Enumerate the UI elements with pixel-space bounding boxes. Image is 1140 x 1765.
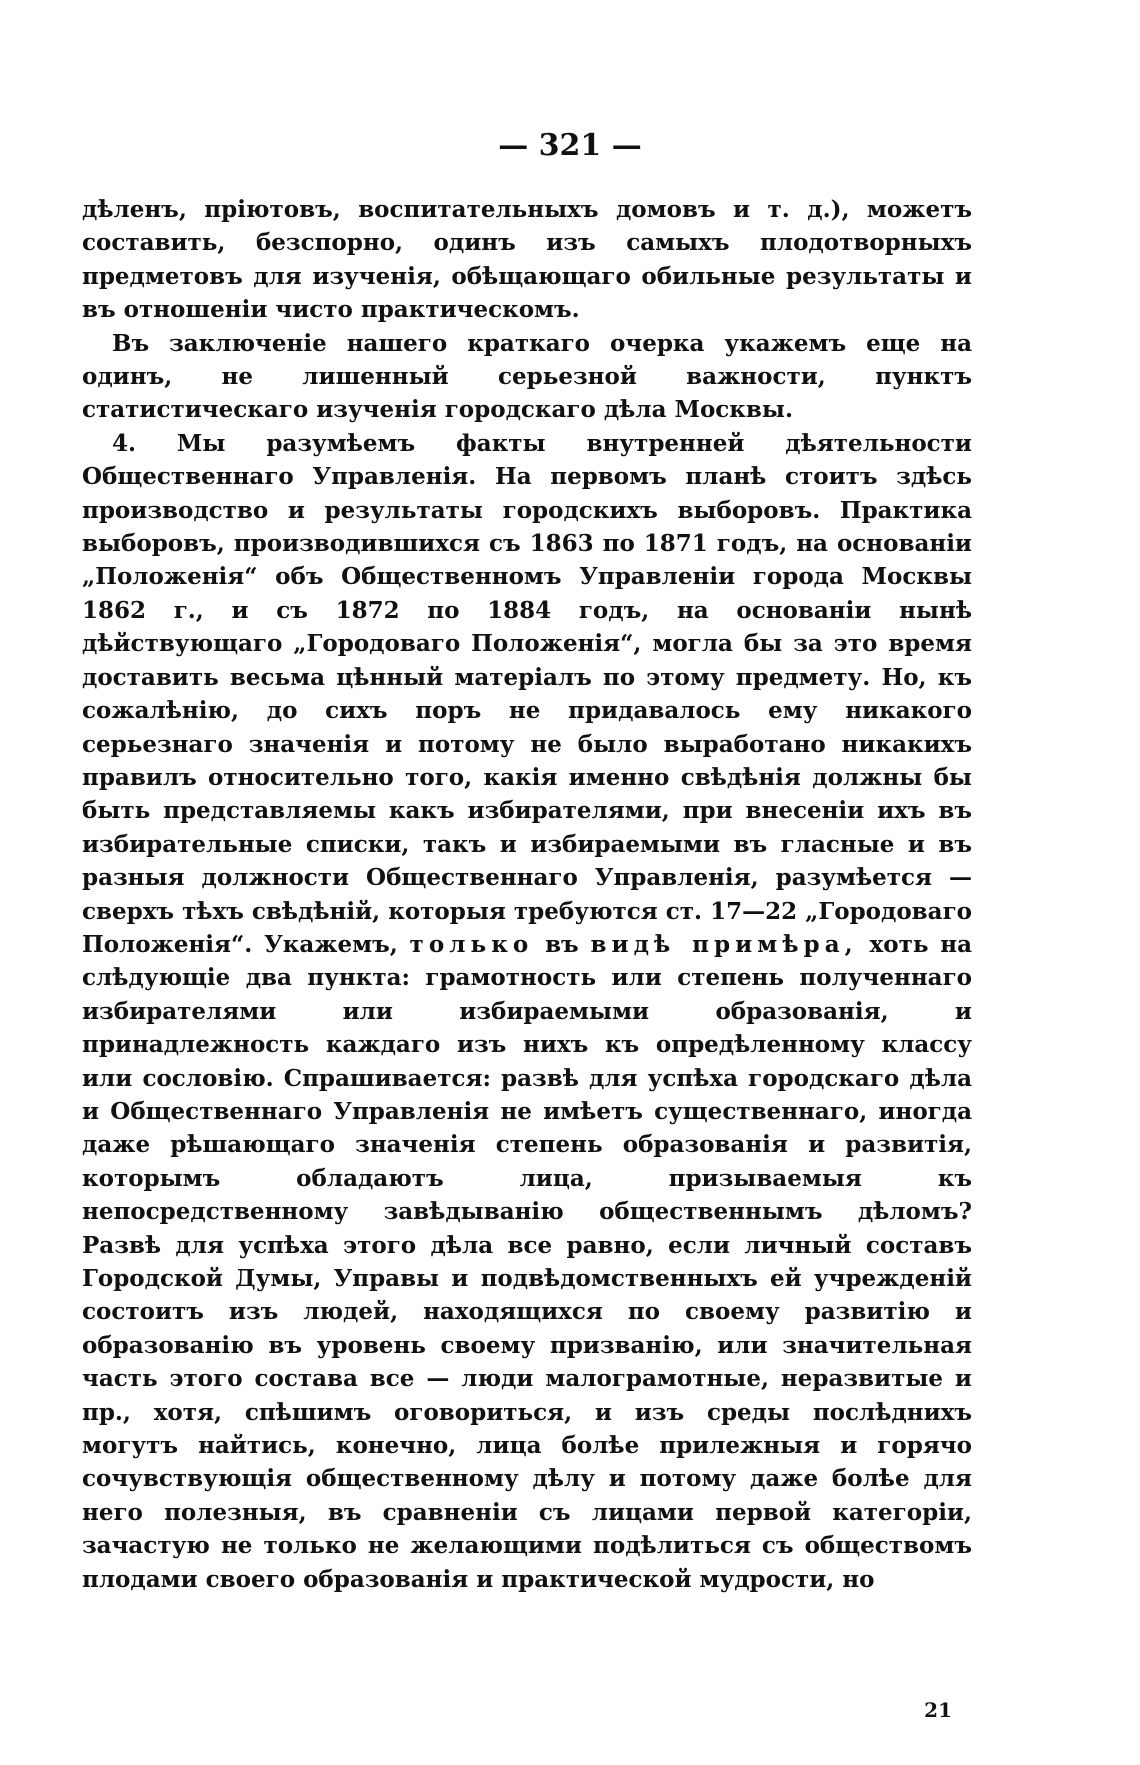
main-text <box>82 193 972 1596</box>
paragraph-continuation: дѣленъ, пріютовъ, воспитательныхъ домовъ и т. д.), можетъ составить, безспорно, одинъ изъ самыхъ плодотворныхъ предметовъ для изученія, обѣщающаго обильные результаты и въ отношеніи чисто практическомъ. <box>82 196 972 324</box>
section-4-text-start: 4. Мы разумѣемъ факты внутренней дѣятельности Общественнаго Управленія. На первомъ планѣ стоитъ здѣсь производство и результаты городскихъ выборовъ. Практика выборовъ, производившихся съ 1863 по 1871 годъ, на основаніи „Положенія“ объ Общественномъ Управленіи города Москвы 1862 г., и съ 1872 по 1884 годъ, на основаніи нынѣ дѣйствующаго „Городоваго Положенія“, могла бы за это время доставить весьма цѣнный матеріалъ по этому предмету. Но, къ сожалѣнію, до сихъ поръ не придавалось ему никакого серьезнаго значенія и потому не было выработано никакихъ правилъ относительно того, какія именно свѣдѣнія должны бы быть представляемы какъ избирателями, при внесеніи ихъ въ избирательные списки, такъ и избираемыми въ гласные и въ разныя должности Общественнаго Управленія, разумѣется — сверхъ тѣхъ свѣдѣній, которыя требуются ст. 17—22 „Городоваго Положенія“. Укажемъ, <box>82 429 972 958</box>
section-4-text-mid: въ <box>545 930 579 958</box>
section-4-text-end: хоть на слѣдующіе два пункта: грамотность или степень полученнаго избирателями или избираемыми образованія, и принадлежность каждаго изъ нихъ къ опредѣленному классу или сословію. Спрашивается: развѣ для успѣха городскаго дѣла и Общественнаго Управленія не имѣетъ существеннаго, иногда даже рѣшающаго значенія степень образованія и развитія, которымъ обладаютъ лица, призываемыя къ непосредственному завѣдыванію общественнымъ дѣломъ? Развѣ для успѣха этого дѣла все равно, если личный составъ Городской Думы, Управы и подвѣдомственныхъ ей учрежденій состоитъ изъ людей, находящихся по своему развитію и образованію въ уровень своему призванію, или значительная часть этого состава все — люди малограмотные, неразвитые и пр., хотя, спѣшимъ оговориться, и изъ среды послѣднихъ могутъ найтись, конечно, лица болѣе прилежныя и горячо сочувствующія общественному дѣлу и потому даже болѣе для него полезныя, въ сравненіи съ лицами первой категоріи, зачастую не только не желающими подѣлиться съ обществомъ плодами своего образованія и практической мудрости, но <box>82 930 972 1593</box>
paragraph-conclusion: Въ заключеніе нашего краткаго очерка укажемъ еще на одинъ, не лишенный серьезной важности, пунктъ статистическаго изученія городскаго дѣла Москвы. <box>82 329 972 424</box>
spaced-phrase-example: видѣ примѣра, <box>590 930 858 958</box>
page-number-header: — 321 — <box>498 128 642 163</box>
spaced-word-only: только <box>409 930 534 958</box>
printer-signature-mark: 21 <box>924 1698 952 1722</box>
paragraph-section-4 <box>82 427 972 1596</box>
